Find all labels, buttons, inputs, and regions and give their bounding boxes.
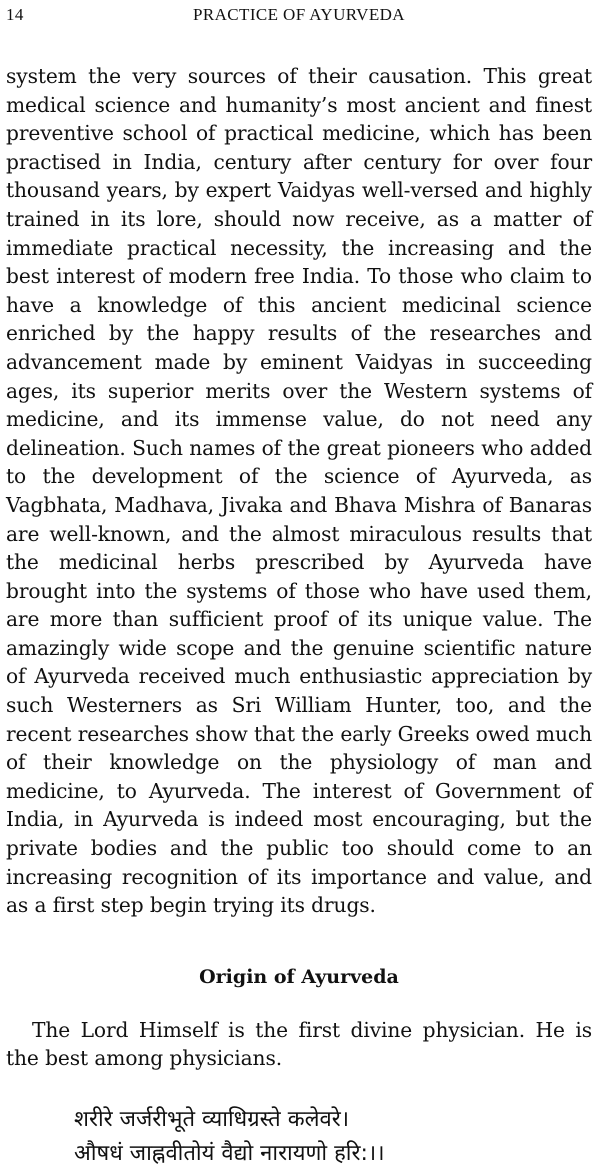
- sanskrit-verse: [6, 1103, 592, 1171]
- verse-line-1: शरीरे जर्जरीभूते व्याधिग्रस्ते कलेवरे।: [74, 1107, 350, 1132]
- section-heading: Origin of Ayurveda: [199, 965, 399, 988]
- running-header: [6, 0, 592, 40]
- section-paragraph: The Lord Himself is the first divine physician. He is the best among physicians.: [6, 1017, 592, 1071]
- verse-line-2: औषधं जाह्नवीतोयं वैद्यो नारायणो हरि:।।: [74, 1141, 385, 1166]
- running-title: PRACTICE OF AYURVEDA: [193, 5, 405, 24]
- body-paragraph: system the very sources of their causation. This great medical science and humanity’s most ancient and finest preventive school of practical medicine, which has been practised in India, century after century for over four thousand years, by expert Vaidyas well-versed and highly trained in its lore, should now receive, as a matter of immediate practical necessity, the increasing and the best interest of modern free India. To those who claim to have a knowledge of this ancient medicinal science enriched by the happy results of the researches and advancement made by eminent Vaidyas in succeeding ages, its superior merits over the Western systems of medicine, and its immense value, do not need any delineation. Such names of the great pioneers who added to the development of the science of Ayurveda, as Vagbhata, Madhava, Jivaka and Bhava Mishra of Banaras are well-known, and the almost miraculous results that the medicinal herbs prescribed by Ayurveda have brought into the systems of those who have used them, are more than sufficient proof of its unique value. The amazingly wide scope and the genuine scientific nature of Ayurveda received much enthusiastic appreciation by such Westerners as Sri William Hunter, too, and the recent researches show that the early Greeks owed much of their knowledge on the physiology of man and medicine, to Ayurveda. The interest of Government of India, in Ayurveda is indeed most encouraging, but the private bodies and the public too should come to an increasing recognition of its importance and value, and as a first step begin trying its drugs.: [6, 64, 592, 918]
- page-number: 14: [6, 5, 24, 24]
